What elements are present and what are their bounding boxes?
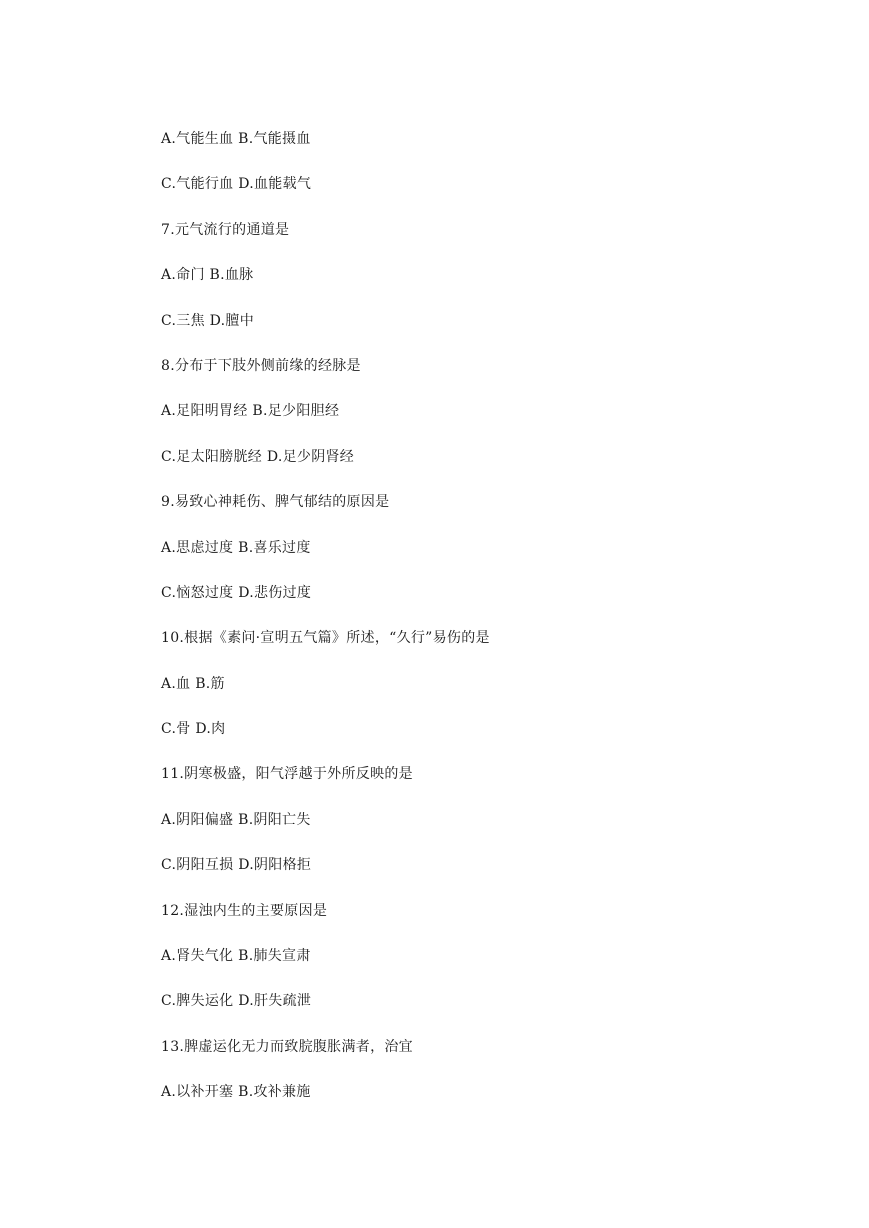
option-line: A.血 B.筋 (161, 675, 225, 692)
question-stem: 13.脾虚运化无力而致脘腹胀满者，治宜 (161, 1038, 413, 1055)
question-stem: 8.分布于下肢外侧前缘的经脉是 (161, 357, 361, 374)
question-stem: 9.易致心神耗伤、脾气郁结的原因是 (161, 494, 390, 511)
option-line: A.命门 B.血脉 (161, 267, 254, 284)
option-line: A.肾失气化 B.肺失宣肃 (161, 948, 311, 965)
option-line: C.阴阳互损 D.阴阳格拒 (161, 857, 312, 874)
option-line: C.气能行血 D.血能载气 (161, 176, 312, 193)
option-line: C.三焦 D.膻中 (161, 312, 254, 329)
option-line: A.以补开塞 B.攻补兼施 (161, 1084, 311, 1101)
question-text-block (161, 128, 821, 1127)
question-stem: 12.湿浊内生的主要原因是 (161, 902, 328, 919)
question-stem: 7.元气流行的通道是 (161, 221, 290, 238)
option-line: C.骨 D.肉 (161, 721, 226, 738)
option-line: C.足太阳膀胱经 D.足少阴肾经 (161, 448, 355, 465)
option-line: A.阴阳偏盛 B.阴阳亡失 (161, 811, 311, 828)
question-stem: 11.阴寒极盛，阳气浮越于外所反映的是 (161, 766, 413, 783)
option-line: A.思虑过度 B.喜乐过度 (161, 539, 311, 556)
question-stem: 10.根据《素问·宣明五气篇》所述，“久行”易伤的是 (161, 630, 490, 647)
option-line: C.恼怒过度 D.悲伤过度 (161, 584, 312, 601)
option-line: C.脾失运化 D.肝失疏泄 (161, 993, 312, 1010)
option-line: A.气能生血 B.气能摄血 (161, 131, 311, 147)
option-line: A.足阳明胃经 B.足少阳胆经 (161, 403, 340, 420)
